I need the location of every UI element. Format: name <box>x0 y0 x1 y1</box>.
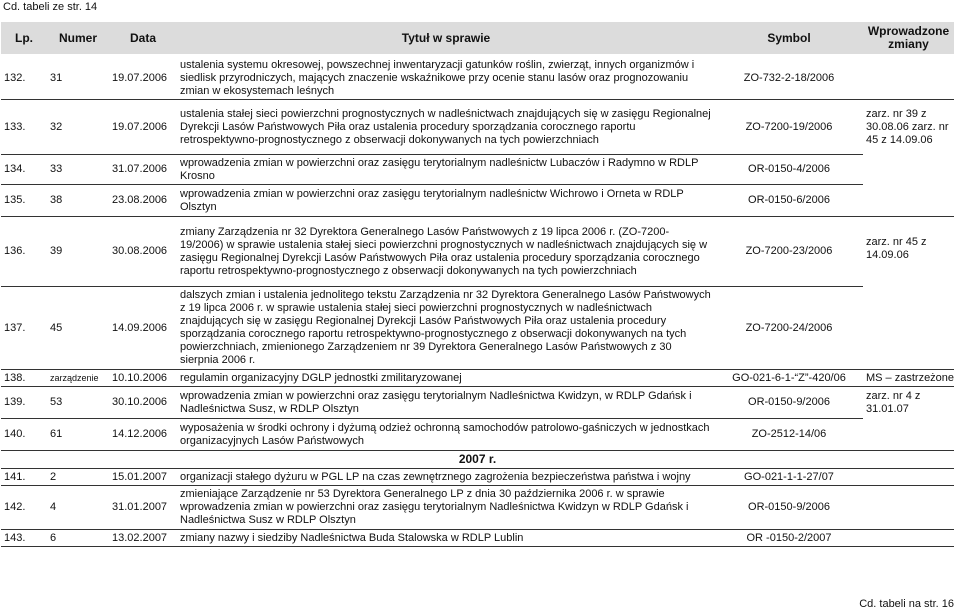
cell-lp: 133. <box>1 100 47 155</box>
table-row <box>1 419 954 451</box>
cell-symbol: ZO-7200-24/2006 <box>715 287 863 370</box>
cell-lp: 134. <box>1 155 47 185</box>
cell-date: 15.01.2007 <box>109 469 177 486</box>
cell-title: ustalenia systemu okresowej, powszechnej inwentaryzacji gatunków roślin, zwierząt, innych organizmów i siedlisk przyrodniczych, mających znaczenie wskaźnikowe przy ocenie stanu lasów oraz prognozowaniu zmian w ekosystemach leśnych <box>177 56 715 100</box>
cell-lp: 139. <box>1 387 47 419</box>
header-numer: Numer <box>47 22 109 56</box>
cell-lp: 137. <box>1 287 47 370</box>
table-row <box>1 56 954 100</box>
cell-date: 30.10.2006 <box>109 387 177 419</box>
cell-date: 14.12.2006 <box>109 419 177 451</box>
table-row <box>1 185 954 217</box>
cell-lp: 132. <box>1 56 47 100</box>
cell-symbol: OR-0150-6/2006 <box>715 185 863 217</box>
cell-changes: zarz. nr 39 z 30.08.06 zarz. nr 45 z 14.09.06 <box>863 100 954 217</box>
cell-title: wprowadzenia zmian w powierzchni oraz zasięgu terytorialnym nadleśnictw Lubaczów i Radymno w RDLP Krosno <box>177 155 715 185</box>
header-lp: Lp. <box>1 22 47 56</box>
cell-date: 19.07.2006 <box>109 56 177 100</box>
cell-lp: 136. <box>1 217 47 287</box>
cell-number: 6 <box>47 530 109 547</box>
header-zmiany: Wprowadzone zmiany <box>863 22 954 56</box>
cell-number: 38 <box>47 185 109 217</box>
cell-changes <box>863 56 954 100</box>
cell-symbol: GO-021-1-1-27/07 <box>715 469 863 486</box>
cell-symbol: OR-0150-9/2006 <box>715 486 863 530</box>
cell-title: wyposażenia w środki ochrony i dyżumą odzież ochronną samochodów patrolowo-gaśniczych w jednostkach organizacyjnych Lasów Państwowych <box>177 419 715 451</box>
cell-symbol: ZO-7200-23/2006 <box>715 217 863 287</box>
year-label: 2007 r. <box>1 451 954 469</box>
cell-number: zarządzenie <box>47 370 109 387</box>
table-row <box>1 469 954 486</box>
cell-number: 61 <box>47 419 109 451</box>
cell-date: 13.02.2007 <box>109 530 177 547</box>
table-row <box>1 486 954 530</box>
table-row <box>1 287 954 370</box>
table-header <box>1 22 954 56</box>
cell-lp: 140. <box>1 419 47 451</box>
cell-number: 39 <box>47 217 109 287</box>
cell-title: dalszych zmian i ustalenia jednolitego tekstu Zarządzenia nr 32 Dyrektora Generalnego Lasów Państwowych z 19 lipca 2006 r. w sprawie ustalenia stałej sieci powierzchni prognostycznych w nadleśnictwach znajdujących się w zasięgu Regionalnej Dyrekcji Lasów Państwowych Piła oraz ustalenia procedury sporządzania corocznego raportu retrospektywno-prognostycznego z obserwacji dokonywanych na tych powierzchniach, zmienionego Zarządzeniem nr 39 Dyrektora Generalnego Lasów Państwowych z 30 sierpnia 2006 r. <box>177 287 715 370</box>
cell-symbol: GO-021-6-1-“Z”-420/06 <box>715 370 863 387</box>
cell-symbol: ZO-2512-14/06 <box>715 419 863 451</box>
table-row <box>1 530 954 547</box>
cell-title: zmieniające Zarządzenie nr 53 Dyrektora Generalnego LP z dnia 30 października 2006 r. w sprawie wprowadzenia zmian w powierzchni oraz zasięgu terytorialnym Nadleśnictwa Kwidzyn w RDLP Gdańsk i Nadleśnictwa Susz w RDLP Olsztyn <box>177 486 715 530</box>
cell-changes: zarz. nr 45 z 14.09.06 <box>863 217 954 370</box>
cell-number: 53 <box>47 387 109 419</box>
cell-symbol: OR-0150-9/2006 <box>715 387 863 419</box>
header-symbol: Symbol <box>715 22 863 56</box>
cell-changes <box>863 530 954 547</box>
cell-changes: MS – zastrzeżone <box>863 370 954 387</box>
cell-date: 30.08.2006 <box>109 217 177 287</box>
cell-title: regulamin organizacyjny DGLP jednostki zmilitaryzowanej <box>177 370 715 387</box>
table-row <box>1 217 954 287</box>
cell-lp: 143. <box>1 530 47 547</box>
cell-title: organizacji stałego dyżuru w PGL LP na czas zewnętrznego zagrożenia bezpieczeństwa państwa i wojny <box>177 469 715 486</box>
cell-title: wprowadzenia zmian w powierzchni oraz zasięgu terytorialnym Nadleśnictwa Kwidzyn, w RDLP Gdańsk i Nadleśnictwa Susz, w RDLP Olsztyn <box>177 387 715 419</box>
header-tytul: Tytuł w sprawie <box>177 22 715 56</box>
table-row <box>1 100 954 155</box>
cell-date: 14.09.2006 <box>109 287 177 370</box>
orders-table <box>1 22 954 547</box>
cell-title: zmiany nazwy i siedziby Nadleśnictwa Buda Stalowska w RDLP Lublin <box>177 530 715 547</box>
cell-number: 4 <box>47 486 109 530</box>
cell-number: 32 <box>47 100 109 155</box>
header-data: Data <box>109 22 177 56</box>
cell-symbol: ZO-7200-19/2006 <box>715 100 863 155</box>
cell-changes <box>863 486 954 530</box>
cell-symbol: OR -0150-2/2007 <box>715 530 863 547</box>
cell-number: 33 <box>47 155 109 185</box>
cell-symbol: ZO-732-2-18/2006 <box>715 56 863 100</box>
cell-lp: 142. <box>1 486 47 530</box>
cell-date: 10.10.2006 <box>109 370 177 387</box>
cell-date: 23.08.2006 <box>109 185 177 217</box>
table-row <box>1 387 954 419</box>
table-row <box>1 155 954 185</box>
cell-changes <box>863 469 954 486</box>
cell-number: 45 <box>47 287 109 370</box>
cell-lp: 135. <box>1 185 47 217</box>
continuation-note-bottom: Cd. tabeli na str. 16 <box>859 598 954 610</box>
cell-lp: 138. <box>1 370 47 387</box>
cell-title: wprowadzenia zmian w powierzchni oraz zasięgu terytorialnym nadleśnictw Wichrowo i Orneta w RDLP Olsztyn <box>177 185 715 217</box>
cell-lp: 141. <box>1 469 47 486</box>
cell-changes: zarz. nr 4 z 31.01.07 <box>863 387 954 451</box>
cell-title: ustalenia stałej sieci powierzchni prognostycznych w nadleśnictwach znajdujących się w zasięgu Regionalnej Dyrekcji Lasów Państwowych Piła oraz ustalenia procedury sporządzania corocznego raportu retrospektywno-prognostycznego z obserwacji dokonywanych na tych powierzchniach <box>177 100 715 155</box>
cell-date: 31.01.2007 <box>109 486 177 530</box>
cell-symbol: OR-0150-4/2006 <box>715 155 863 185</box>
continuation-note-top: Cd. tabeli ze str. 14 <box>3 1 98 13</box>
cell-date: 19.07.2006 <box>109 100 177 155</box>
cell-date: 31.07.2006 <box>109 155 177 185</box>
cell-number: 31 <box>47 56 109 100</box>
cell-title: zmiany Zarządzenia nr 32 Dyrektora Generalnego Lasów Państwowych z 19 lipca 2006 r. (ZO-7200-19/2006) w sprawie ustalenia stałej sieci powierzchni prognostycznych w nadleśnictwach znajdujących się w zasięgu Regionalnej Dyrekcji Lasów Państwowych Piła oraz ustalenia procedury sporządzania corocznego raportu retrospektywno-prognostycznego z obserwacji dokonywanych na tych powierzchniach <box>177 217 715 287</box>
year-separator-row <box>1 451 954 469</box>
cell-number: 2 <box>47 469 109 486</box>
table-row <box>1 370 954 387</box>
